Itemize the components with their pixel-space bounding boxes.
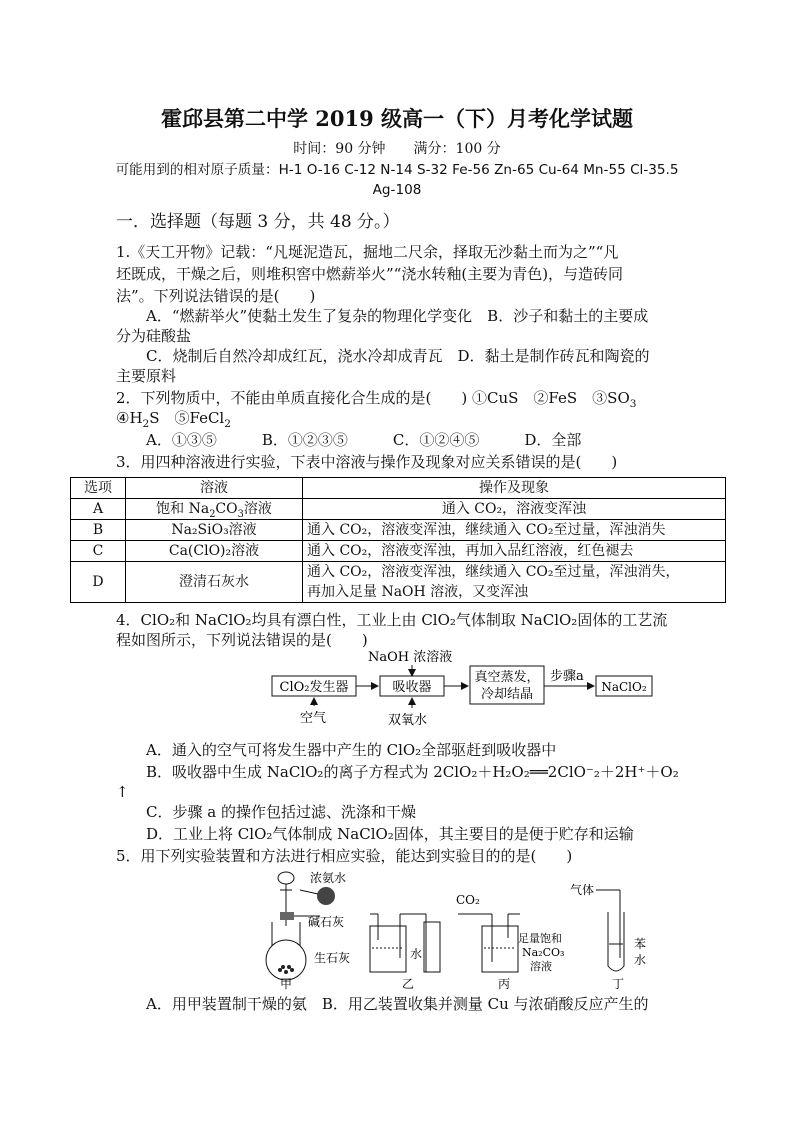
- table-cell-operation: 通入 CO₂，溶液变浑浊，再加入品红溶液，红色褪去: [303, 541, 726, 562]
- q4-flow-diagram: [268, 648, 668, 730]
- figure-label-jia: 甲: [280, 977, 293, 990]
- solution-label: 溶液: [530, 960, 552, 973]
- figure-label-bing: 丙: [498, 977, 511, 990]
- q1-option-ab: A．“燃薪举火”使黏土发生了复杂的物理化学变化 B．沙子和黏土的主要成: [146, 307, 649, 325]
- table-cell-solution: Ca(ClO)₂溶液: [126, 541, 303, 562]
- sodalime-label: 碱石灰: [308, 915, 345, 929]
- apparatus-ding: [570, 882, 646, 990]
- q5-stem: 5．用下列实验装置和方法进行相应实验，能达到实验目的的是( ): [116, 847, 573, 865]
- q4-line-1: 4．ClO₂和 NaClO₂均具有漂白性，工业上由 ClO₂气体制取 NaClO₂固体的工艺流: [116, 611, 668, 629]
- naoh-label: NaOH 浓溶液: [368, 650, 453, 665]
- q2-stem: 2．下列物质中，不能由单质直接化合生成的是( ) ①CuS ②FeS $③SO_3$: [116, 389, 637, 410]
- co2-label: CO₂: [456, 893, 480, 907]
- q1-line-1: 1.《天工开物》记载：“凡埏泥造瓦，掘地二尺余，择取无沙黏土而为之”“凡: [116, 243, 619, 261]
- q4-line-2: 程如图所示，下列说法错误的是( ): [116, 631, 368, 649]
- flow-box-product-label: NaClO₂: [601, 680, 647, 694]
- q5-options: A．用甲装置制干燥的氨 B．用乙装置收集并测量 Cu 与浓硝酸反应产生的: [146, 995, 649, 1013]
- q4-option-b: B．吸收器中生成 NaClO₂的离子方程式为 2ClO₂＋H₂O₂══2ClO⁻₂＋2H⁺＋O₂: [146, 763, 679, 781]
- section-heading: 一．选择题（每题 3 分，共 48 分。）: [116, 212, 400, 232]
- q4-option-b-arrow: ↑: [116, 783, 129, 801]
- saturated-label: 足量饱和: [518, 932, 562, 945]
- flow-box-evaporation-label: 真空蒸发，: [474, 670, 540, 685]
- flow-box-generator-label: ClO₂发生器: [279, 680, 349, 695]
- table-header: 操作及现象: [303, 478, 726, 499]
- q1-line-2: 坯既成，干燥之后，则堆积窖中燃薪举火”“浇水转釉(主要为青色)，与造砖同: [116, 265, 624, 283]
- figure-label-yi: 乙: [402, 977, 415, 990]
- table-header: 选项: [71, 478, 126, 499]
- table-header: 溶液: [126, 478, 303, 499]
- air-label: 空气: [300, 711, 327, 726]
- table-cell-solution: 澄清石灰水: [126, 562, 303, 603]
- h2o2-label: 双氧水: [388, 713, 428, 728]
- table-cell-option: D: [71, 562, 126, 603]
- flow-box-evaporation-label: 冷却结晶: [480, 687, 534, 702]
- ammonia-label: 浓氨水: [310, 871, 347, 885]
- table-cell-operation: 通入 CO₂，溶液变浑浊，继续通入 CO₂至过量，浑浊消失: [303, 520, 726, 541]
- step-a-label: 步骤a: [550, 669, 584, 684]
- q1-line-3: 法”。下列说法错误的是( ): [116, 287, 316, 305]
- figure-label-ding: 丁: [612, 977, 625, 990]
- water-label-2: 水: [634, 953, 647, 967]
- q1-option-cd: C．烧制后自然冷却成红瓦，浇水冷却成青瓦 D．黏土是制作砖瓦和陶瓷的: [146, 347, 650, 365]
- benzene-label: 苯: [634, 937, 647, 951]
- q4-option-d: D．工业上将 ClO₂气体制成 NaClO₂固体，其主要目的是便于贮存和运输: [146, 825, 634, 843]
- table-row: [71, 562, 726, 603]
- page-title: 霍邱县第二中学 2019 级高一（下）月考化学试题: [160, 106, 634, 131]
- quicklime-label: 生石灰: [314, 951, 351, 965]
- apparatus-yi: [370, 914, 440, 990]
- na2co3-label: Na₂CO₃: [522, 946, 565, 959]
- apparatus-jia: [266, 870, 350, 990]
- q3-stem: 3．用四种溶液进行实验，下表中溶液与操作及现象对应关系错误的是( ): [116, 453, 618, 471]
- gas-label: 气体: [570, 883, 595, 897]
- table-header-row: [71, 478, 726, 499]
- table-cell-operation: 通入 CO₂，溶液变浑浊: [303, 499, 726, 520]
- apparatus-bing: [456, 893, 564, 990]
- q1-option-b-cont: 分为硅酸盐: [116, 327, 192, 345]
- table-cell-solution: 饱和 $Na_2CO_3$溶液: [126, 499, 303, 520]
- time-score-line: 时间：90 分钟 满分：100 分: [293, 141, 501, 157]
- q2-options: A．①③⑤ B．①②③⑤ C．①②④⑤ D．全部: [146, 431, 582, 449]
- table-row: [71, 499, 726, 520]
- table-cell-operation: 通入 CO₂，溶液变浑浊，继续通入 CO₂至过量，浑浊消失， 再加入足量 NaOH 溶液，又变浑浊: [303, 562, 726, 603]
- atomic-masses-line: 可能用到的相对原子质量：H-1 O-16 C-12 N-14 S-32 Fe-56 Zn-65 Cu-64 Mn-55 Cl-35.5: [115, 162, 679, 178]
- q1-option-d-cont: 主要原料: [116, 367, 177, 385]
- q3-table: [70, 477, 726, 603]
- flow-box-absorber-label: 吸收器: [392, 680, 432, 695]
- table-cell-option: C: [71, 541, 126, 562]
- q2-stem-2: $④H_2S$ ⑤FeCl$_2$: [116, 409, 231, 430]
- table-cell-option: A: [71, 499, 126, 520]
- q5-apparatus-figure: [260, 866, 660, 990]
- table-cell-option: B: [71, 520, 126, 541]
- table-row: [71, 520, 726, 541]
- q4-option-c: C．步骤 a 的操作包括过滤、洗涤和干燥: [146, 803, 416, 821]
- table-row: [71, 541, 726, 562]
- atomic-masses-line-2: Ag-108: [372, 182, 422, 198]
- q4-option-a: A．通入的空气可将发生器中产生的 ClO₂全部驱赶到吸收器中: [146, 741, 557, 759]
- water-label: 水: [410, 947, 423, 961]
- table-cell-solution: Na₂SiO₃溶液: [126, 520, 303, 541]
